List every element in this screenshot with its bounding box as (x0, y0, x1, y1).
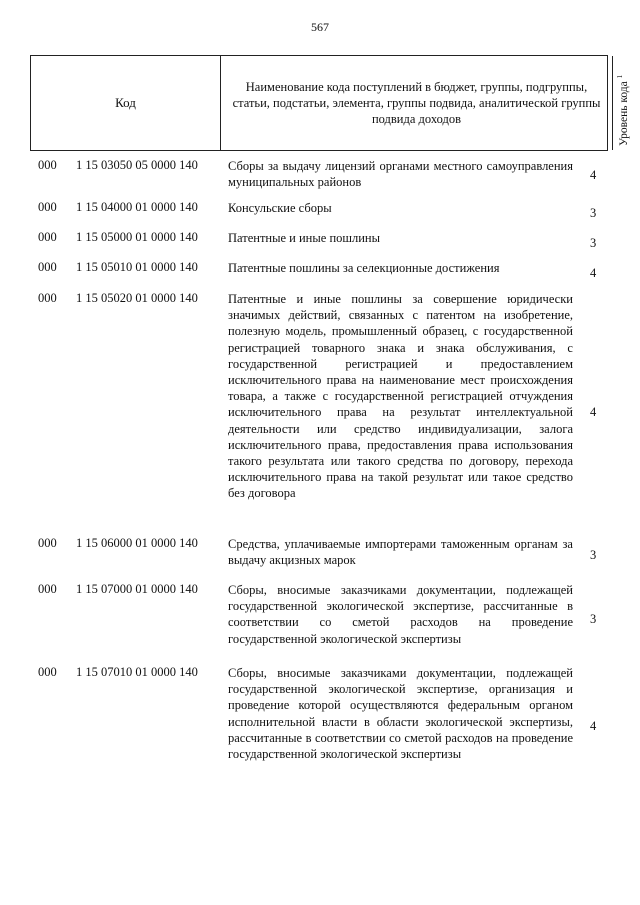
row-code: 1 15 05000 01 0000 140 (76, 230, 198, 244)
row-prefix: 000 (38, 158, 57, 172)
row-name: Патентные пошлины за селекционные достижения (228, 261, 500, 275)
row-level: 4 (590, 719, 597, 733)
row-name: Консульские сборы (228, 201, 332, 215)
row-name: Патентные и иные пошлины (228, 231, 381, 245)
row-code: 1 15 07000 01 0000 140 (76, 582, 198, 596)
row-prefix: 000 (38, 200, 57, 214)
row-level: 4 (590, 405, 597, 419)
row-prefix: 000 (38, 230, 57, 244)
row-name: Патентные и иные пошлины за совершение юридически значимых действий, связанных с патентом на изобретение, полезную модель, промышленный образец, с государственной регистрацией товарного знака и знака обслуживания, с государственной регистрацией и предоставлением исключительного права на наименование мест происхождения товара, а также с государственной регистрацией отчуждения исключительного права на результат интеллектуальной деятельности или средство индивидуализации, залога исключительного права, предоставления права использования такого результата или такого средства по договору, перехода исключительного права на такой результат или такое средство без договора (228, 292, 573, 501)
row-name: Средства, уплачиваемые импортерами таможенным органам за выдачу акцизных марок (228, 537, 573, 568)
row-code: 1 15 06000 01 0000 140 (76, 536, 198, 550)
header-level-footnote: 1 (616, 74, 624, 79)
row-name: Сборы за выдачу лицензий органами местного самоуправления муниципальных районов (228, 159, 573, 190)
row-prefix: 000 (38, 536, 57, 550)
row-level: 3 (590, 206, 597, 220)
table-header (30, 55, 630, 151)
row-code: 1 15 05020 01 0000 140 (76, 291, 198, 305)
row-code: 1 15 05010 01 0000 140 (76, 260, 198, 274)
row-code: 1 15 07010 01 0000 140 (76, 665, 198, 679)
row-prefix: 000 (38, 260, 57, 274)
row-level: 3 (590, 612, 597, 626)
page-number: 567 (311, 20, 329, 34)
row-code: 1 15 04000 01 0000 140 (76, 200, 198, 214)
row-level: 4 (590, 266, 597, 280)
row-level: 3 (590, 236, 597, 250)
row-level: 4 (590, 168, 597, 182)
header-level (613, 56, 637, 150)
header-name: Наименование кода поступлений в бюджет, группы, подгруппы, статьи, подстатьи, элемента, группы подвида, аналитической группы подвида доходов (221, 56, 613, 150)
row-level: 3 (590, 548, 597, 562)
row-code: 1 15 03050 05 0000 140 (76, 158, 198, 172)
row-prefix: 000 (38, 291, 57, 305)
header-level-label (616, 56, 630, 146)
row-name: Сборы, вносимые заказчиками документации, подлежащей государственной экологической экспертизе, организация и проведение которой осуществляются федеральным органом исполнительной власти в области экологической экспертизы, рассчитанные в соответствии со сметой расходов на проведение государственной экологической экспертизы (228, 666, 573, 762)
header-code: Код (31, 56, 221, 150)
row-prefix: 000 (38, 582, 57, 596)
row-prefix: 000 (38, 665, 57, 679)
header-level-text: Уровень кода (617, 81, 630, 146)
row-name: Сборы, вносимые заказчиками документации, подлежащей государственной экологической экспертизе, рассчитанные в соответствии со сметой расходов на проведение государственной экологической экспертизы (228, 583, 573, 646)
